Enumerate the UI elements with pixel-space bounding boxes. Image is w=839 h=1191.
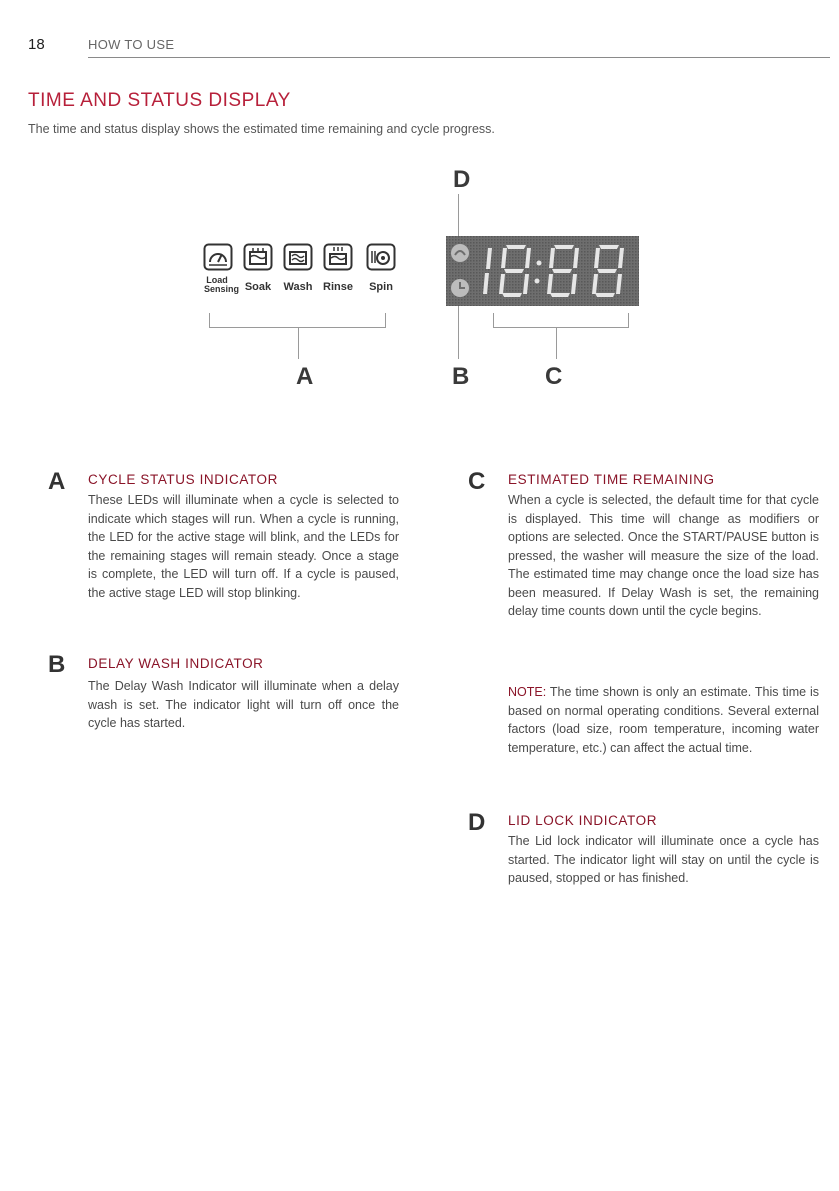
callout-c: C	[545, 363, 563, 390]
delay-wash-icon	[451, 279, 469, 297]
legend-body-a: These LEDs will illuminate when a cycle is selected to indicate which stages will run. When a cycle is running, the LED for the active stage will blink, and the LEDs for the remaining stages will remain steady. Once a stage is complete, the LED will turn off. If a cycle is paused, the active stage LED will stop blinking.	[88, 493, 399, 600]
legend-heading-c: ESTIMATED TIME REMAINING	[508, 472, 715, 487]
note-body: The time shown is only an estimate. This time is based on normal operating conditions. Several external factors (load size, room temperature, incoming water temperature, etc.) can affect the actual time.	[508, 685, 819, 755]
rinse-icon	[323, 243, 353, 271]
legend-body-b: The Delay Wash Indicator will illuminate when a delay wash is set. The indicator light will turn off once the cycle has started.	[88, 679, 399, 730]
legend-letter-c: C	[468, 468, 486, 495]
spin-icon	[366, 243, 396, 271]
time-status-display	[446, 236, 639, 306]
load-sensing-icon	[203, 243, 233, 271]
running-head: HOW TO USE	[88, 37, 175, 52]
wash-icon	[283, 243, 313, 271]
lid-lock-icon	[451, 244, 469, 262]
callout-d-leader	[458, 194, 459, 238]
header-rule	[88, 57, 830, 58]
status-label-load-sensing: Load Sensing	[204, 275, 240, 294]
bracket-c	[493, 313, 629, 328]
legend-letter-a: A	[48, 468, 66, 495]
section-intro: The time and status display shows the estimated time remaining and cycle progress.	[28, 122, 495, 136]
legend-body-d: The Lid lock indicator will illuminate once a cycle has started. The indicator light will stay on until the cycle is paused, stopped or has finished.	[508, 834, 819, 885]
note-label: NOTE:	[508, 685, 547, 699]
legend-heading-a: CYCLE STATUS INDICATOR	[88, 472, 278, 487]
legend-letter-d: D	[468, 809, 486, 836]
legend-body-c: When a cycle is selected, the default time for that cycle is displayed. This time will change as modifiers or options are selected. Once the START/PAUSE button is pressed, the washer will measure the size of the load. The estimated time may change once the load size has been measured. If Delay Wash is set, the remaining delay time counts down until the cycle begins.	[508, 493, 819, 618]
status-label-spin: Spin	[369, 281, 393, 293]
legend-heading-b: DELAY WASH INDICATOR	[88, 656, 264, 671]
status-label-soak: Soak	[244, 281, 272, 293]
bracket-a	[209, 313, 386, 328]
section-title: TIME AND STATUS DISPLAY	[28, 90, 291, 111]
page-number: 18	[28, 36, 45, 53]
status-label-wash: Wash	[283, 281, 313, 293]
callout-a-leader	[298, 327, 299, 359]
callout-d: D	[453, 166, 471, 193]
callout-b: B	[452, 363, 470, 390]
callout-c-leader	[556, 327, 557, 359]
callout-b-leader	[458, 306, 459, 359]
soak-icon	[243, 243, 273, 271]
legend-letter-b: B	[48, 651, 66, 678]
status-label-rinse: Rinse	[323, 281, 353, 293]
legend-heading-d: LID LOCK INDICATOR	[508, 813, 658, 828]
legend-note-c	[508, 683, 819, 757]
callout-a: A	[296, 363, 314, 390]
